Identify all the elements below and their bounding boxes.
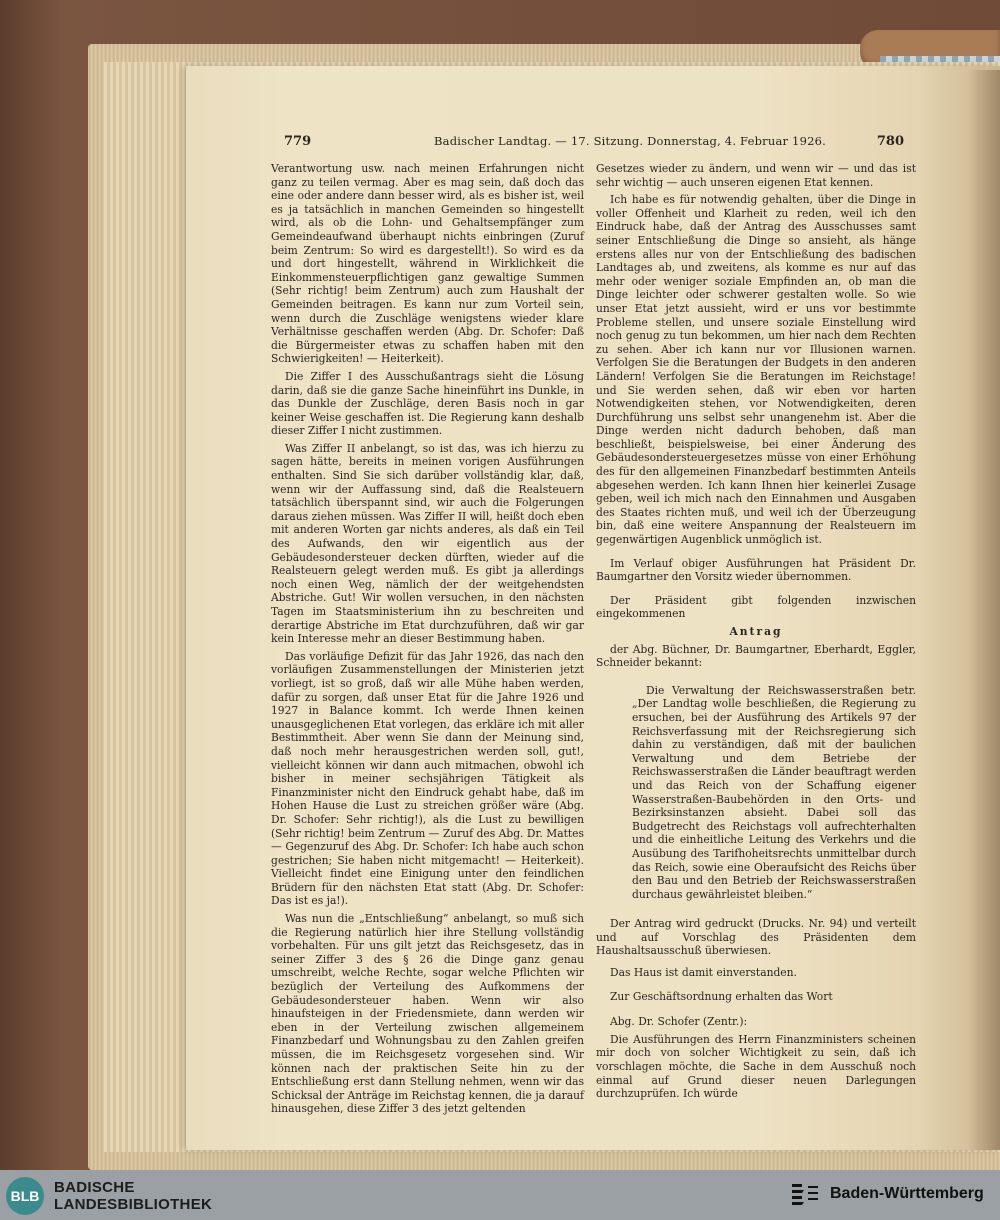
state-name: Baden-Württemberg <box>830 1185 984 1202</box>
speaker-name: Abg. Dr. Schofer (Zentr.): <box>610 1015 748 1029</box>
paragraph: Was nun die „Entschließung“ anbelangt, so muß sich die Regierung natürlich hier ihre Stellung vollständig vorbehalten. Für uns gilt jetzt das Reichsgesetz, das in seiner Ziffer 3 des § 26 die Dinge ganz genau umschreibt, welche Rechte, sogar welche Pflichten wir bezüglich der Verteilung des Aufkommens der Gebäudesondersteuer haben. Wenn wir also hinaufsteigen in der Friedensmiete, dann werden wir eben in der Verteilung zwischen allgemeinem Finanzbedarf und Wohnungsbau zu den Zahlen greifen müssen, die im Reichsgesetz vorgesehen sind. Wir können nach der praktischen Seite hin zu der Entschließung erst dann Stellung nehmen, wenn wir das Schicksal der Anträge im Reichstag kennen, die ja darauf hinausgehen, diese Ziffer 3 des jetzt geltenden <box>271 912 584 1116</box>
president-intro: Der Präsident gibt folgenden inzwischen eingekommenen <box>596 593 916 621</box>
footer-bar <box>0 1170 1000 1220</box>
page-number-left: 779 <box>284 134 312 149</box>
blb-logo-icon: BLB <box>6 1177 44 1215</box>
speech: Die Ausführungen des Herrn Finanzministers scheinen mir doch von solcher Wichtigkeit zu sein, daß ich vorschlagen möchte, die Sache in dem Ausschuß noch einmal auf Grund dieser neuen Darlegungen durchzuprüfen. Ich würde <box>596 1032 916 1101</box>
paragraph: Verantwortung usw. nach meinen Erfahrungen nicht ganz zu teilen vermag. Aber es mag sein, daß doch das eine oder andere dann besser wird, als es bisher ist, weil es ja tatsächlich in manchen Gemeinden so hingestellt wird, als ob die Lohn- und Gehaltsempfänger zum Gemeindeaufwand überhaupt nichts einbringen (Zuruf beim Zentrum: So wird es dargestellt!). So wird es da und dort hingestellt, während in Wirklichkeit die Einkommensteuerpflichtigen ganz gewaltige Summen (Sehr richtig! beim Zentrum) auch zum Haushalt der Gemeinden beitragen. Es kann nur zum Vorteil sein, wenn durch die Zuschläge wenigstens wieder klare Verhältnisse geschaffen werden (Abg. Dr. Schofer: Daß die Bürgermeister etwas zu schaffen haben mit den Schwierigkeiten! — Heiterkeit). <box>271 162 584 366</box>
print-note: Der Antrag wird gedruckt (Drucks. Nr. 94) und verteilt und auf Vorschlag des Präsidenten dem Haushaltsausschuß überwiesen. <box>596 917 916 958</box>
page-gutter-shadow <box>968 70 1000 1150</box>
chair-note: Im Verlauf obiger Ausführungen hat Präsident Dr. Baumgartner den Vorsitz wieder übernommen. <box>596 556 916 584</box>
paragraph: Gesetzes wieder zu ändern, und wenn wir — und das ist sehr wichtig — auch unseren eigenen Etat kennen. <box>596 162 916 189</box>
rules-note: Zur Geschäftsordnung erhalten das Wort <box>610 989 833 1003</box>
library-name-line2: LANDESBIBLIOTHEK <box>54 1196 213 1213</box>
right-column <box>596 162 916 1105</box>
page-number-right: 780 <box>876 134 904 149</box>
paragraph: Die Ziffer I des Ausschußantrags sieht die Lösung darin, daß sie die ganze Sache hineinführt ins Dunkle, in das Dunkle der Zuschläge, deren Basis noch in gar keiner Weise geschaffen ist. Die Regierung kann deshalb dieser Ziffer I nicht zustimmen. <box>271 369 584 438</box>
page-header <box>284 134 904 150</box>
running-title: Badischer Landtag. — 17. Sitzung. Donnerstag, 4. Februar 1926. <box>434 134 826 148</box>
left-column <box>271 162 584 1120</box>
antrag-heading: Antrag <box>729 625 783 638</box>
motion-text: Die Verwaltung der Reichswasserstraßen betr. „Der Landtag wolle beschließen, die Regierung zu ersuchen, bei der Ausführung des Artikels 97 der Reichsverfassung mit der Reichsregierung sich dahin zu verständigen, daß mit der baulichen Verwaltung und dem Betriebe der Reichswasserstraßen die Länder beauftragt werden und das Reich von der Schaffung eigener Wasserstraßen-Baubehörden in den Orts- und Bezirksinstanzen absieht. Dabei soll das Budgetrecht des Reichstags voll aufrechterhalten und die einheitliche Leitung des Verkehrs und die Ausübung des Tarifhoheitsrechts unmittelbar durch das Reich, sowie eine Oberaufsicht des Reichs über den Bau und den Betrieb der Reichswasserstraßen durchaus gewährleistet bleiben.“ <box>632 683 916 901</box>
library-name-line1: BADISCHE <box>54 1179 135 1196</box>
paragraph: Ich habe es für notwendig gehalten, über die Dinge in voller Offenheit und Klarheit zu reden, weil ich den Eindruck habe, daß der Antrag des Ausschusses samt seiner Entschließung die Dinge so ansieht, als hänge erstens alles nur von der Entschließung des badischen Landtages ab, und zweitens, als komme es nur auf das mehr oder weniger soziale Empfinden an, ob man die Dinge leichter oder schwerer gestalten wolle. So wie unser Etat jetzt aussieht, wird er uns vor bestimmte Probleme stellen, und unsere soziale Einstellung wird noch genug zu tun bekommen, um hier nach dem Rechten zu sehen. Aber ich kann nur vor Illusionen warnen. Verfolgen Sie die Beratungen der Budgets in den anderen Ländern! Verfolgen Sie die Beratungen im Reichstage! und Sie werden sehen, daß wir eben vor harten Notwendigkeiten stehen, vor Notwendigkeiten, deren Durchführung uns selbst sehr unangenehm ist. Aber die Dinge werden nicht dadurch behoben, daß man beschließt, beispielsweise, bei einer Änderung des Gebäudesondersteuergesetzes müsse von einer Erhöhung des für den allgemeinen Finanzbedarf bestimmten Anteils abgesehen werden. Ich kann Ihnen hier keinerlei Zusage geben, weil ich mich nach den Einnahmen und Ausgaben des Staates richten muß, und weil ich der Überzeugung bin, daß eine weitere Anspannung der Realsteuern im gegenwärtigen Augenblick unmöglich ist. <box>596 193 916 547</box>
house-agrees: Das Haus ist damit einverstanden. <box>610 966 797 980</box>
baden-wuerttemberg-lions-icon <box>788 1178 822 1212</box>
library-name <box>54 1179 212 1213</box>
antrag-signatories: der Abg. Büchner, Dr. Baumgartner, Eberhardt, Eggler, Schneider bekannt: <box>596 642 916 670</box>
paragraph: Was Ziffer II anbelangt, so ist das, was ich hierzu zu sagen hätte, bereits in meinen vorigen Ausführungen enthalten. Sind Sie sich darüber vollständig klar, daß, wenn wir der Auffassung sind, daß die Realsteuern tatsächlich überspannt sind, wir auch die Folgerungen daraus ziehen müssen. Was Ziffer II will, heißt doch eben mit anderen Worten gar nichts anderes, als daß ein Teil des Aufwands, den wir eigentlich aus der Gebäudesondersteuer decken dürften, wieder auf die Realsteuern gelegt werden muß. Es gibt ja allerdings noch einen Weg, nämlich der der weitgehendsten Abstriche. Gut! Wir wollen versuchen, in den nächsten Tagen im Staatsministerium ihn zu beschreiten und derartige Abstriche im Etat durchzuführen, daß wir gar kein Interesse mehr an dieser Bestimmung haben. <box>271 441 584 646</box>
paragraph: Das vorläufige Defizit für das Jahr 1926, das nach den vorläufigen Zusammenstellungen der Ministerien jetzt vorliegt, ist so groß, daß wir alle Mühe haben werden, dafür zu sorgen, daß unser Etat für die Jahre 1926 und 1927 in Balance kommt. Ich werde Ihnen keinen unausgeglichenen Etat vorlegen, das erkläre ich mit aller Bestimmtheit. Aber wenn Sie dann der Meinung sind, daß noch mehr herausgestrichen werden soll, gut!, vielleicht können wir dann auch mitmachen, obwohl ich bisher in meiner sechsjährigen Tätigkeit als Finanzminister nicht den Eindruck gehabt habe, daß im Hohen Hause die Lust zu streichen größer wäre (Abg. Dr. Schofer: Sehr richtig!), als die Lust zu bewilligen (Sehr richtig! beim Zentrum — Zuruf des Abg. Dr. Mattes — Gegenzuruf des Abg. Dr. Schofer: Ich habe auch schon gestrichen; Sie haben nicht mitgemacht! — Heiterkeit). Vielleicht findet eine Einigung unter den feindlichen Brüdern für den nächsten Etat statt (Abg. Dr. Schofer: Das ist es ja!). <box>271 649 584 908</box>
